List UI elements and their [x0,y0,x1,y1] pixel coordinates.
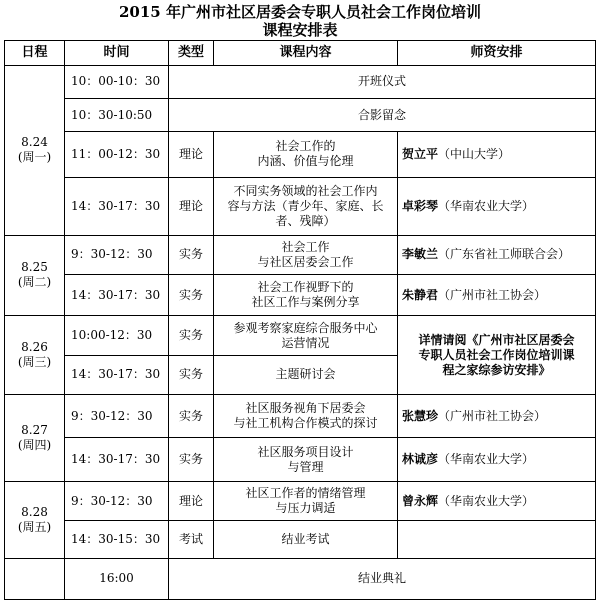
type-cell: 实务 [169,438,214,481]
header-date: 日程 [5,41,65,66]
header-time: 时间 [65,41,169,66]
teacher-cell [398,481,596,520]
content-line: 与压力调适 [275,501,336,516]
table-row [5,132,596,178]
document-title-line2: 课程安排表 [262,21,338,39]
table-row [5,98,596,131]
header-teacher: 师资安排 [398,41,596,66]
teacher-org: （华南农业大学） [438,493,535,508]
date-cell [5,235,65,316]
teacher-org: （广州市社工协会） [438,408,547,423]
type-cell: 考试 [169,521,214,558]
table-row [5,65,596,98]
teacher-cell [398,235,596,274]
teacher-cell [398,438,596,481]
content-cell: 开班仪式 [169,65,596,98]
teacher-cell [398,521,596,558]
type-cell: 理论 [169,481,214,520]
content-line: 与社工机构合作模式的探讨 [233,416,378,431]
type-cell: 实务 [169,235,214,274]
teacher-org: （广东省社工师联合会） [438,247,571,262]
content-line: 社区服务项目设计 [257,444,354,459]
content-cell: 结业典礼 [169,558,596,599]
note-line: 详情请阅《广州市社区居委会 [418,332,575,347]
document-title-line1: 2015 年广州市社区居委会专职人员社会工作岗位培训 [119,3,481,21]
teacher-name: 张慧珍 [402,408,439,423]
table-row [5,177,596,235]
header-type: 类型 [169,41,214,66]
time-cell: 11：00-12：30 [65,132,169,178]
weekday-value: (周一) [17,150,52,165]
content-line: 社区工作者的情绪管理 [245,486,366,501]
time-cell: 14：30-15：30 [65,521,169,558]
content-line: 社会工作视野下的 [257,280,354,295]
date-value: 8.24 [21,135,48,150]
content-cell: 结业考试 [214,521,398,558]
content-line: 与社区居委会工作 [257,254,354,269]
table-row [5,481,596,520]
teacher-name: 贺立平 [402,146,439,161]
time-cell: 9：30-12：30 [65,481,169,520]
type-cell: 实务 [169,316,214,355]
type-cell: 实务 [169,355,214,394]
teacher-cell [398,177,596,235]
content-line: 参观考察家庭综合服务中心 [233,320,378,335]
wednesday-note [398,316,596,395]
teacher-name: 曾永辉 [402,493,439,508]
content-cell [214,177,398,235]
content-line: 与管理 [287,459,324,474]
type-cell: 实务 [169,274,214,315]
content-line: 社区工作与案例分享 [251,295,360,310]
time-cell: 10：00-10：30 [65,65,169,98]
content-cell [214,395,398,438]
time-cell: 14：30-17：30 [65,438,169,481]
content-cell [214,132,398,178]
date-value: 8.28 [21,504,48,519]
time-cell: 9：30-12：30 [65,235,169,274]
schedule-table [4,40,596,600]
weekday-value: (周二) [17,275,52,290]
content-cell [214,235,398,274]
date-cell [5,558,65,599]
note-line: 专职人员社会工作岗位培训课 [418,347,575,362]
content-cell [214,316,398,355]
type-cell: 理论 [169,132,214,178]
content-line: 者、残障） [275,213,336,228]
teacher-cell [398,274,596,315]
teacher-name: 卓彩琴 [402,198,439,213]
date-value: 8.26 [21,340,48,355]
content-cell [214,274,398,315]
time-cell: 14：30-17：30 [65,274,169,315]
table-row [5,395,596,438]
header-row [5,41,596,66]
date-cell [5,65,65,235]
weekday-value: (周三) [17,355,52,370]
weekday-value: (周五) [17,519,52,534]
teacher-name: 林诚彦 [402,452,439,467]
table-row [5,274,596,315]
table-row [5,235,596,274]
teacher-org: （广州市社工协会） [438,287,547,302]
date-value: 8.27 [21,422,48,437]
time-cell: 10:00-12：30 [65,316,169,355]
header-content: 课程内容 [214,41,398,66]
type-cell: 实务 [169,395,214,438]
time-cell: 16:00 [65,558,169,599]
content-line: 社会工作的 [275,139,336,154]
note-line: 程之家综参访安排》 [442,362,551,377]
table-row [5,558,596,599]
content-cell: 主题研讨会 [214,355,398,394]
teacher-org: （华南农业大学） [438,452,535,467]
type-cell: 理论 [169,177,214,235]
date-cell [5,395,65,482]
time-cell: 10：30-10:50 [65,98,169,131]
content-line: 容与方法（青少年、家庭、长 [227,198,384,213]
teacher-org: （华南农业大学） [438,198,535,213]
content-line: 运营情况 [281,335,330,350]
content-cell [214,438,398,481]
time-cell: 14：30-17：30 [65,177,169,235]
teacher-name: 李敏兰 [402,247,439,262]
time-cell: 9：30-12：30 [65,395,169,438]
teacher-cell [398,395,596,438]
table-row [5,316,596,355]
content-line: 社区服务视角下居委会 [245,401,366,416]
content-line: 社会工作 [281,239,330,254]
table-row [5,438,596,481]
time-cell: 14：30-17：30 [65,355,169,394]
content-line: 不同实务领域的社会工作内 [233,183,378,198]
date-cell [5,481,65,558]
teacher-cell [398,132,596,178]
content-line: 内涵、价值与伦理 [257,154,354,169]
date-value: 8.25 [21,260,48,275]
content-cell [214,481,398,520]
date-cell [5,316,65,395]
table-row [5,521,596,558]
teacher-name: 朱静君 [402,287,439,302]
content-cell: 合影留念 [169,98,596,131]
teacher-org: （中山大学） [438,146,511,161]
weekday-value: (周四) [17,437,52,452]
